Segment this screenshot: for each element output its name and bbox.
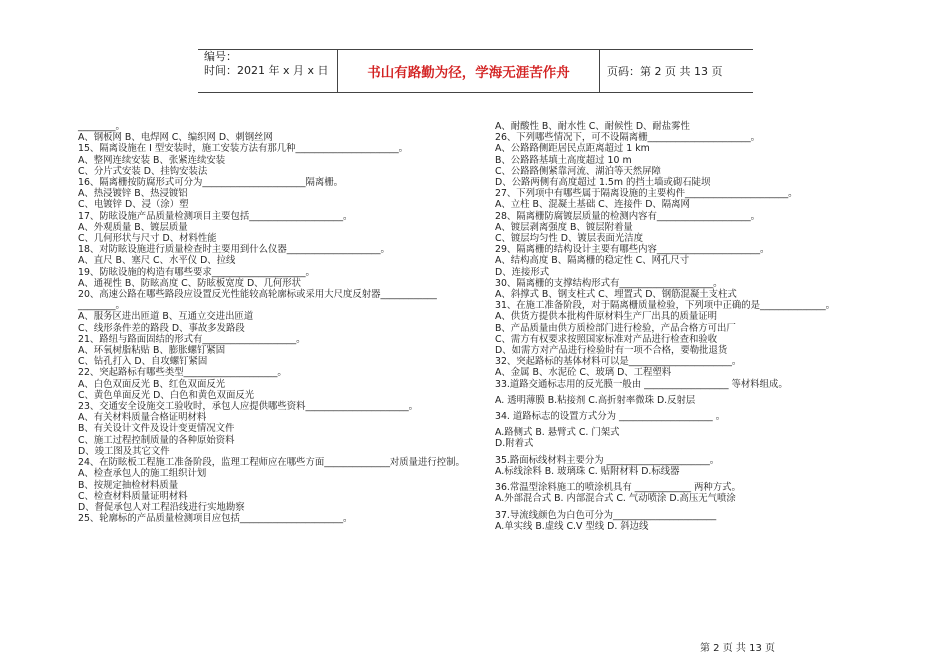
question-line: A.标线涂料 B. 玻璃珠 C. 贴附材料 D.标线器 (495, 465, 680, 477)
question-line: C、钻孔打入 D、自攻螺钉紧固 (78, 356, 208, 368)
question-line: 20、高速公路在哪些路段应设置反光性能较高轮廓标或采用大尺度反射器____________ (78, 289, 437, 301)
question-line: A、结构高度 B、隔离栅的稳定性 C、网孔尺寸 (495, 255, 690, 267)
question-line: A、镀层剥离强度 B、镀层附着量 (495, 221, 633, 233)
question-line: A、通视性 B、防眩高度 C、防眩板宽度 D、几何形状 (78, 277, 302, 289)
document-number-label: 编号： (204, 50, 237, 63)
question-line: 36.常温型涂料施工的喷涂机具有 ____________ 两种方式。 (495, 482, 741, 494)
question-line: A、斜撑式 B、钢支柱式 C、埋置式 D、钢筋混凝土支柱式 (495, 289, 737, 301)
left-question-column (78, 121, 463, 524)
question-line: B、有关设计文件及设计变更情况文件 (78, 423, 235, 435)
question-line: 31、在施工准备阶段，对于隔离栅质量检验，下列项中正确的是______________。 (495, 300, 836, 312)
question-line: 30、隔离栅的支撑结构形式有____________________。 (495, 277, 723, 289)
page-header (198, 49, 753, 93)
question-line: 32、突起路标的基体材料可以是______________________。 (495, 356, 742, 368)
header-page-number: 页码：第 2 页 共 13 页 (607, 65, 723, 78)
question-line: A.路侧式 B. 悬臂式 C. 门架式 (495, 427, 620, 439)
question-line: 35.路面标线材料主要分为 ______________________。 (495, 454, 720, 466)
question-line: D、督促承包人对工程沿线进行实地勘察 (78, 501, 245, 513)
question-line: D、竣工图及其它文件 (78, 445, 170, 457)
question-line: D、如需方对产品进行检验时有一项不合格，要勒批退货 (495, 345, 728, 357)
question-line: A、白色双面反光 B、红色双面反光 (78, 378, 226, 390)
question-line: C、电镀锌 D、浸（涂）塑 (78, 199, 189, 211)
question-line: 26、下列哪些情况下，可不设隔离栅______________________。 (495, 132, 761, 144)
question-line: B、公路路基填土高度超过 10 m (495, 154, 632, 166)
question-line: A、钢板网 B、电焊网 C、编织网 D、刺钢丝网 (78, 132, 273, 144)
question-line: A、有关材料质量合格证明材料 (78, 412, 207, 424)
question-line: 16、隔离栅按防腐形式可分为______________________隔离栅。 (78, 177, 344, 189)
question-line: 21、路纽与路面固结的形式有____________________。 (78, 333, 306, 345)
question-line: C、镀层均匀性 D、镀层表面光洁度 (495, 233, 643, 245)
question-line: A、外观质量 B、镀层质量 (78, 221, 188, 233)
question-line: C、分片式安装 D、挂钩安装法 (78, 165, 208, 177)
question-line: 28、隔离栅防腐镀层质量的检测内容有____________________。 (495, 210, 761, 222)
question-line: A.外部混合式 B. 内部混合式 C. 气动喷涂 D.高压无气喷涂 (495, 493, 736, 505)
question-line: D.附着式 (495, 438, 534, 450)
question-line: C、黄色单面反光 D、白色和黄色双面反光 (78, 389, 255, 401)
page-footer: 第 2 页 共 13 页 (700, 643, 775, 654)
question-line: A、服务区进出匝道 B、互通立交进出匝道 (78, 311, 254, 323)
question-line: 34. 道路标志的设置方式分为 ____________________ 。 (495, 411, 726, 423)
question-line: A、整网连续安装 B、张紧连续安装 (78, 154, 226, 166)
question-line: C、检查材料质量证明材料 (78, 490, 188, 502)
question-line: 24、在防眩板工程施工准备阶段，监理工程师应在哪些方面______________对质量进行控制。 (78, 457, 465, 469)
question-line: D、连接形式 (495, 266, 550, 278)
question-line: 33.道路交通标志用的反光膜一般由 __________________ 等材料组成。 (495, 378, 788, 390)
question-line: C、线形条件差的路段 D、事故多发路段 (78, 322, 245, 334)
question-line: A、金属 B、水泥砼 C、玻璃 D、工程塑料 (495, 367, 672, 379)
question-line: C、公路路侧紧靠河流、湖泊等天然屏障 (495, 165, 661, 177)
question-line: 25、轮廓标的产品质量检测项目应包括______________________。 (78, 513, 353, 525)
header-slogan: 书山有路勤为径，学海无涯苦作舟 (338, 50, 600, 92)
question-line: C、施工过程控制质量的各种原始资料 (78, 434, 235, 446)
question-line: A、公路路侧距居民点距离超过 1 km (495, 143, 650, 155)
question-line: 23、交通安全设施交工验收时，承包人应提供哪些资料______________________。 (78, 401, 419, 413)
question-line: A、直尺 B、塞尺 C、水平仪 D、拉线 (78, 255, 236, 267)
question-line: ________。 (78, 121, 125, 132)
question-line: A. 透明薄膜 B.粘接剂 C.高折射率微珠 D.反射层 (495, 394, 696, 406)
question-line: A、耐酸性 B、耐水性 C、耐候性 D、耐盐雾性 (495, 121, 690, 132)
question-line: A、供货方提供本批构件原材料生产厂出具的质量证明 (495, 311, 718, 323)
question-line: A、热浸镀锌 B、热浸镀铝 (78, 188, 188, 200)
document-time-label: 时间：2021 年 x 月 x 日 (204, 64, 329, 77)
question-line: 18、对防眩设施进行质量检查时主要用到什么仪器____________________。 (78, 244, 390, 256)
question-line: D、公路两侧有高度超过 1.5m 的挡土墙或砌石陡坝 (495, 177, 711, 189)
question-line: 17、防眩设施产品质量检测项目主要包括____________________。 (78, 210, 353, 222)
question-line: A、检查承包人的施工组织计划 (78, 468, 207, 480)
question-line: ________。 (78, 300, 125, 312)
question-line: A、立柱 B、混凝土基础 C、连接件 D、隔离网 (495, 199, 690, 211)
question-line: C、需方有权要求按照国家标准对产品进行检查和验收 (495, 333, 718, 345)
question-line: C、几何形状与尺寸 D、材料性能 (78, 233, 217, 245)
right-question-column (495, 121, 875, 532)
question-line: 29、隔离栅的结构设计主要有哪些内容______________________。 (495, 244, 770, 256)
question-line: 15、隔离设施在 I 型安装时，施工安装方法有那几种______________________。 (78, 143, 409, 155)
question-line: A.单实线 B.虚线 C.V 型线 D. 斜边线 (495, 520, 649, 532)
question-line: B、产品质量由供方质检部门进行检验，产品合格方可出厂 (495, 322, 736, 334)
question-line: B、按规定抽检材料质量 (78, 479, 179, 491)
question-line: 37.导流线颜色为白色可分为______________________ (495, 509, 717, 521)
question-line: 22、突起路标有哪些类型____________________。 (78, 367, 287, 379)
question-line: A、环氧树脂粘贴 B、膨胀螺钉紧固 (78, 345, 226, 357)
question-line: 19、防眩设施的构造有哪些要求____________________。 (78, 266, 315, 278)
question-line: 27、下列项中有哪些属于隔离设施的主要构件______________________。 (495, 188, 798, 200)
header-meta (198, 50, 338, 92)
